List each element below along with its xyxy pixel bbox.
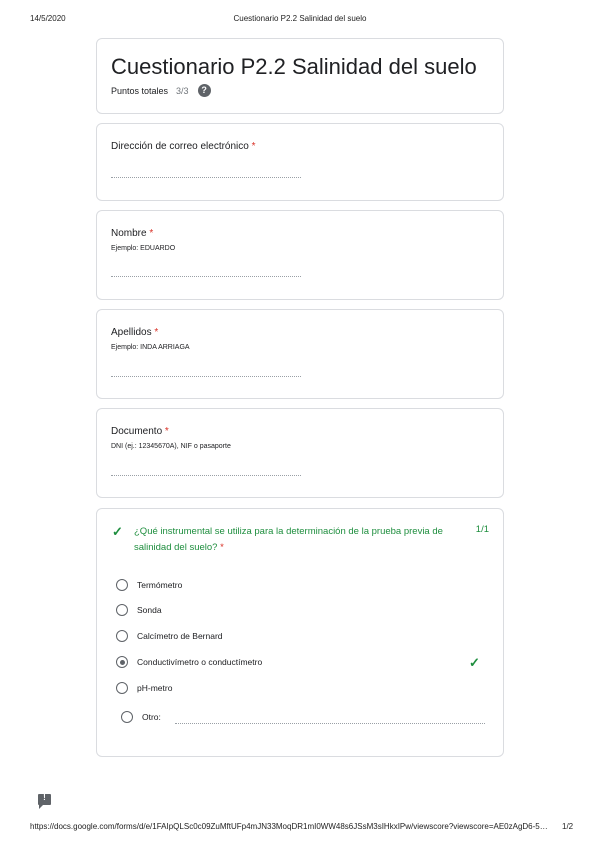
help-icon[interactable]: ? — [198, 84, 211, 97]
email-answer-line — [111, 177, 301, 178]
option-calcimetro[interactable] — [116, 629, 223, 643]
required-asterisk: * — [251, 141, 256, 152]
other-answer-line — [175, 723, 485, 724]
document-question-card — [96, 408, 504, 498]
total-points — [111, 84, 211, 97]
option-label: Otro: — [142, 712, 161, 722]
name-question-label — [111, 228, 153, 239]
quiz-question-card — [96, 508, 504, 757]
email-question-card — [96, 123, 504, 201]
print-date: 14/5/2020 — [30, 14, 66, 23]
print-title: Cuestionario P2.2 Salinidad del suelo — [233, 14, 367, 23]
radio-checked[interactable] — [116, 656, 128, 668]
document-help-text: DNI (ej.: 12345670A), NIF o pasaporte — [111, 443, 231, 450]
option-sonda[interactable] — [116, 603, 162, 617]
radio-unchecked[interactable] — [116, 630, 128, 642]
email-question-label — [111, 141, 256, 152]
radio-unchecked[interactable] — [116, 604, 128, 616]
radio-unchecked[interactable] — [116, 579, 128, 591]
form-title: Cuestionario P2.2 Salinidad del suelo — [111, 54, 477, 79]
correct-check-icon: ✓ — [112, 524, 123, 539]
radio-unchecked[interactable] — [116, 682, 128, 694]
option-termometro[interactable] — [116, 578, 182, 592]
option-phmetro[interactable] — [116, 681, 172, 695]
lastname-answer-line — [111, 376, 301, 377]
print-url: https://docs.google.com/forms/d/e/1FAIpQLSc0c09ZuMftUFp4mJN33MoqDR1mI0WW48s6JSsM3sIHkxIPw/viewscore?viewscore=AE0zAgD6-5… — [30, 822, 548, 831]
name-label-text: Nombre — [111, 228, 147, 239]
name-help-text: Ejemplo: EDUARDO — [111, 245, 176, 252]
required-asterisk: * — [149, 228, 154, 239]
document-label-text: Documento — [111, 426, 163, 437]
feedback-icon[interactable] — [38, 794, 51, 805]
option-conductivimetro[interactable] — [116, 655, 262, 669]
points-value: 3/3 — [176, 85, 189, 96]
option-label: Termómetro — [137, 580, 183, 590]
option-label: Conductivímetro o conductímetro — [137, 657, 263, 667]
option-label: pH-metro — [137, 683, 173, 693]
radio-unchecked[interactable] — [121, 711, 133, 723]
feedback-glyph: ! — [43, 793, 46, 802]
document-answer-line — [111, 475, 301, 476]
document-question-label — [111, 426, 169, 437]
required-asterisk: * — [164, 426, 169, 437]
quiz-question-label: ¿Qué instrumental se utiliza para la determinación de la prueba previa de salinidad del suelo? — [134, 526, 443, 553]
required-asterisk: * — [220, 542, 224, 553]
form-title-card — [96, 38, 504, 114]
quiz-question-text — [134, 524, 464, 556]
name-answer-line — [111, 276, 301, 277]
name-question-card — [96, 210, 504, 300]
lastname-label-text: Apellidos — [111, 327, 152, 338]
points-label: Puntos totales — [111, 85, 169, 96]
option-label: Sonda — [137, 605, 162, 615]
lastname-help-text: Ejemplo: INDA ARRIAGA — [111, 344, 190, 351]
quiz-score: 1/1 — [475, 524, 489, 535]
required-asterisk: * — [154, 327, 159, 338]
email-label-text: Dirección de correo electrónico — [111, 141, 249, 152]
option-label: Calcímetro de Bernard — [137, 631, 223, 641]
option-other[interactable] — [121, 710, 161, 724]
correct-answer-check-icon: ✓ — [469, 655, 480, 670]
lastname-question-label — [111, 327, 158, 338]
print-page-number: 1/2 — [562, 822, 574, 831]
lastname-question-card — [96, 309, 504, 399]
